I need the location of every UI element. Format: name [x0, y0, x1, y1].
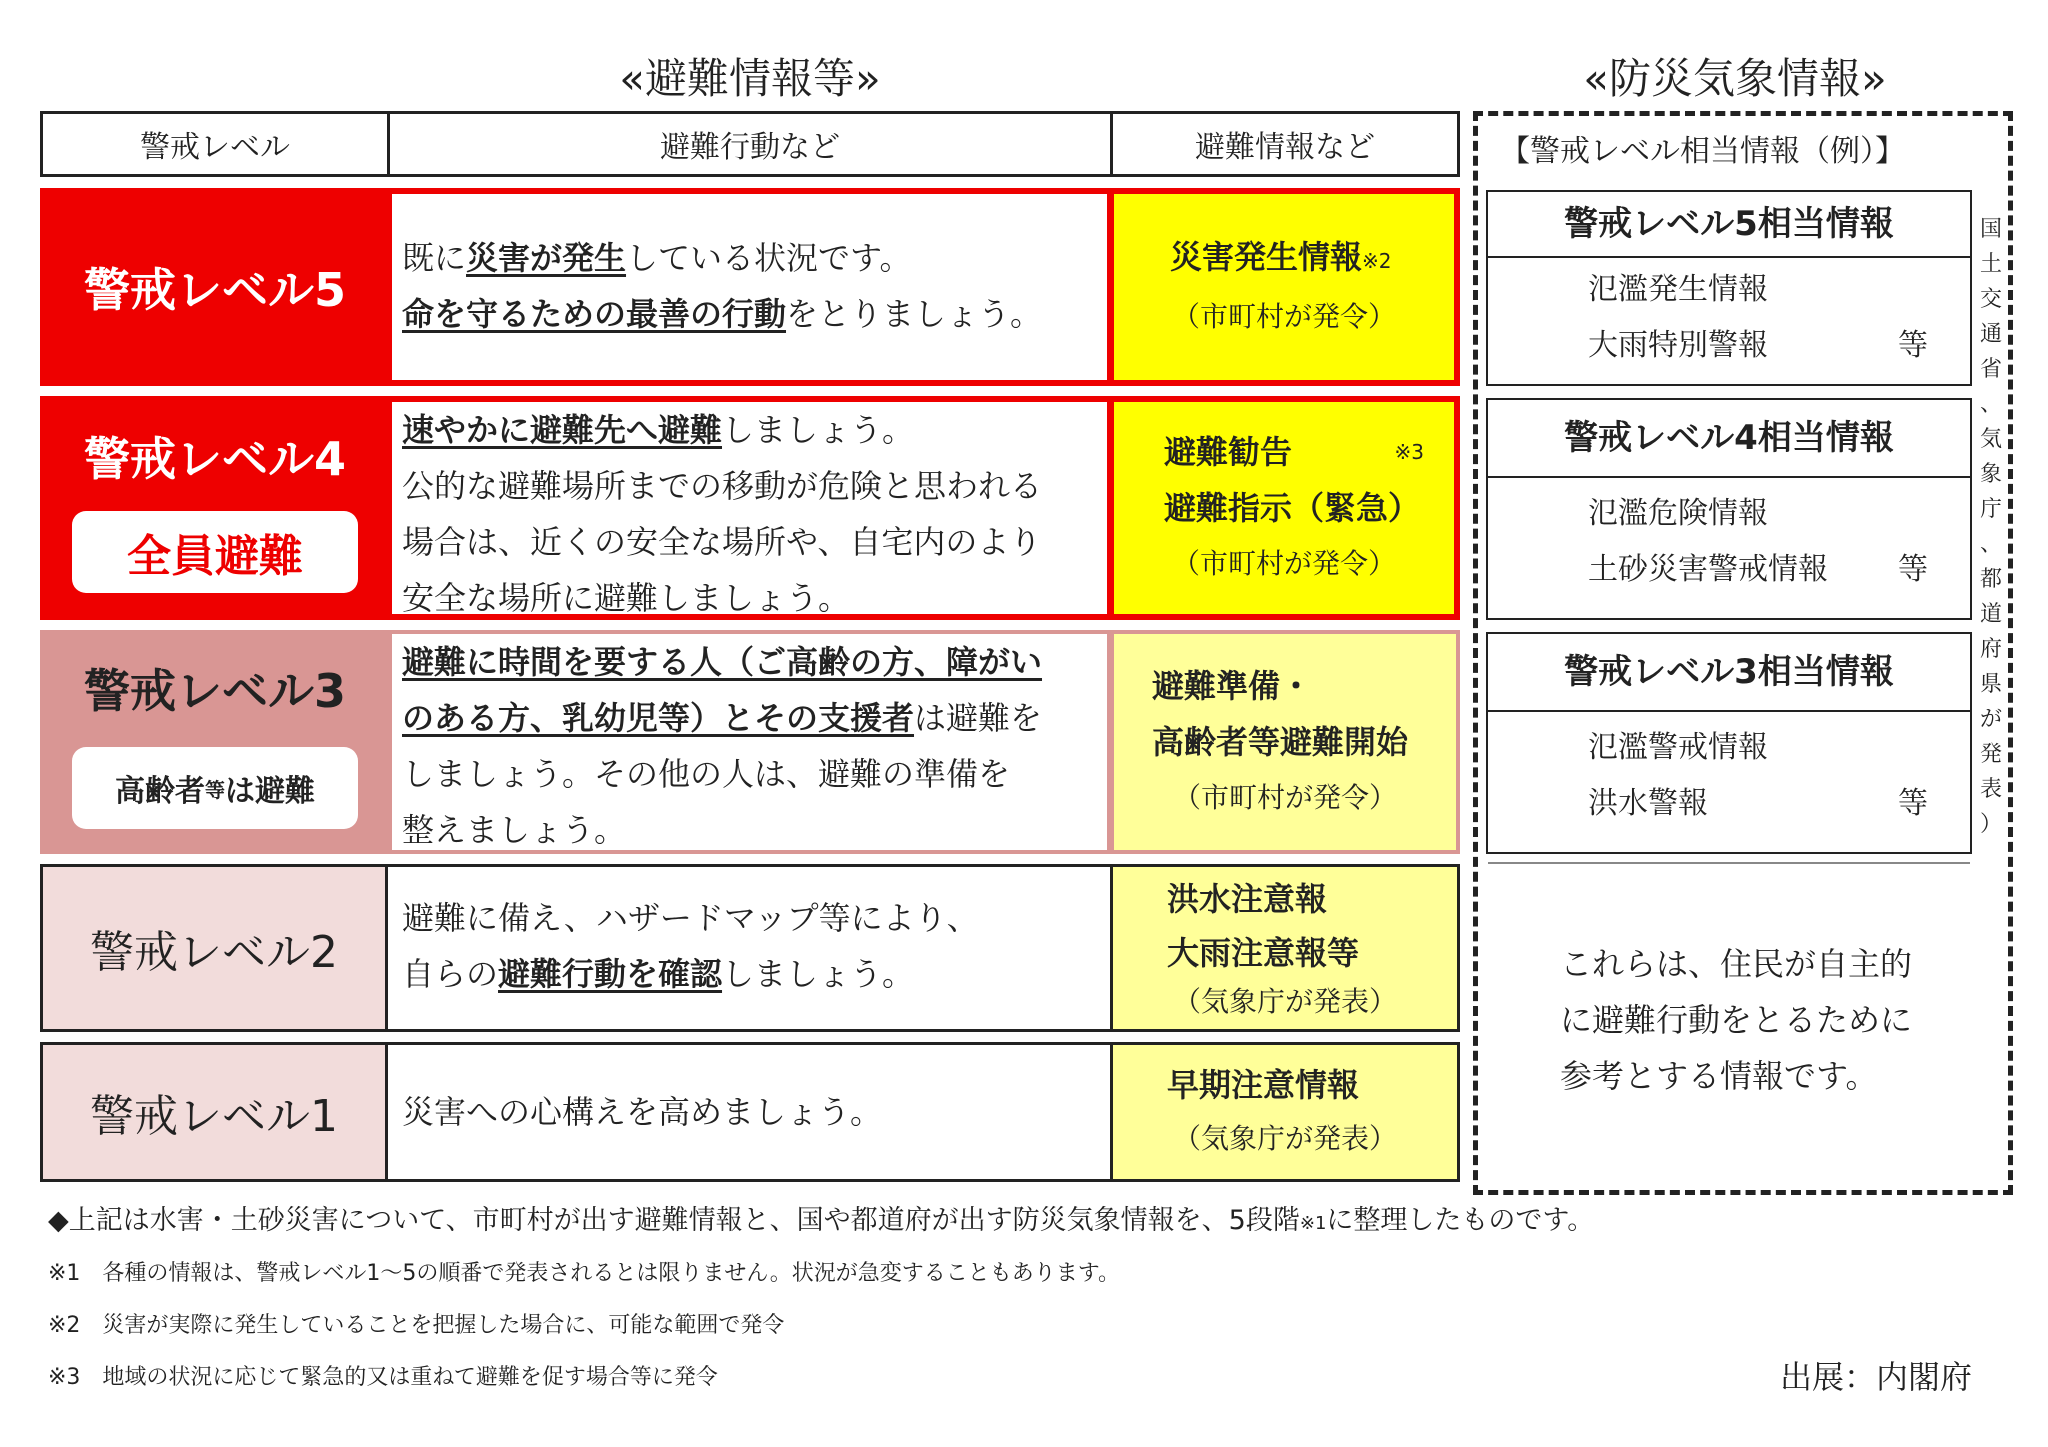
level5-cell [40, 188, 390, 386]
level5-desc-line2: 命を守るための最善の行動をとりましょう。 [402, 295, 1043, 333]
level4-title: 警戒レベル4 [83, 432, 346, 486]
level4-desc-line2: 公的な避難場所までの移動が危険と思われる [402, 467, 1043, 505]
side-note-char: 省 [1979, 357, 2002, 382]
side-note-char: 気 [1979, 427, 2002, 452]
weather-box-level3 [1486, 632, 1972, 854]
level2-cell [43, 867, 388, 1029]
side-note-char: 表 [1979, 777, 2002, 802]
level3-info-name1: 避難準備・ [1152, 667, 1313, 705]
level3-cell [40, 630, 390, 854]
level5-desc-line1: 既に災害が発生している状況です。 [402, 239, 912, 277]
level3-desc-line4: 整えましょう。 [402, 811, 627, 849]
level4-info-issuer: （市町村が発令） [1171, 547, 1396, 580]
level4-badge: 全員避難 [72, 511, 358, 593]
level4-desc-line1: 速やかに避難先へ避難しましょう。 [402, 411, 915, 449]
level3-info [1114, 634, 1456, 850]
side-note-char: 国 [1979, 217, 2002, 242]
weather-box5-title: 警戒レベル5相当情報 [1488, 192, 1970, 258]
weather-panel-header: 【警戒レベル相当情報（例）】 [1500, 134, 1905, 169]
level4-info-name1: 避難勧告 ※3 [1164, 433, 1424, 471]
level2-info-name1: 洪水注意報 [1167, 880, 1328, 918]
level1-desc-line1: 災害への心構えを高めましょう。 [402, 1093, 883, 1131]
side-note-char: 庁 [1979, 497, 2002, 522]
level3-desc-line2: のある方、乳幼児等）とその支援者は避難を [402, 699, 1043, 737]
level1-description [392, 1048, 1107, 1176]
level3-desc-line1: 避難に時間を要する人（ご高齢の方、障がい [402, 643, 1043, 681]
level5-info-issuer: （市町村が発令） [1171, 300, 1396, 333]
weather-reference [1560, 936, 1980, 1104]
left-section-title: «避難情報等» [619, 54, 881, 103]
weather-box4-item1: 氾濫危険情報 [1588, 496, 1768, 531]
weather-box3-title: 警戒レベル3相当情報 [1488, 634, 1970, 712]
right-section-title: «防災気象情報» [1583, 54, 1887, 103]
weather-reference-line3: 参考とする情報です。 [1560, 1057, 1878, 1095]
header-info: 避難情報など [1110, 111, 1460, 177]
side-note-char: ） [1979, 812, 2002, 837]
source-credit: 出展：内閣府 [1780, 1358, 1973, 1396]
weather-reference-line2: に避難行動をとるために [1560, 1001, 1913, 1039]
level1-info-issuer: （気象庁が発表） [1172, 1122, 1397, 1155]
weather-side-note [1976, 212, 2006, 842]
side-note-char: 交 [1979, 287, 2002, 312]
level1-info [1110, 1045, 1457, 1179]
level4-desc-line4: 安全な場所に避難しましょう。 [402, 579, 851, 617]
level4-cell [40, 396, 390, 620]
side-note-char: 発 [1979, 742, 2002, 767]
level2-desc-line1: 避難に備え、ハザードマップ等により、 [402, 899, 979, 937]
level2-title: 警戒レベル2 [90, 927, 338, 978]
side-note-char: 県 [1979, 672, 2002, 697]
weather-box-level5 [1486, 190, 1972, 386]
level3-badge: 高齢者 等 は避難 [72, 747, 358, 829]
level4-info [1114, 402, 1454, 614]
level4-description [392, 402, 1107, 617]
header-action: 避難行動など [387, 111, 1113, 177]
side-note-char: 都 [1979, 567, 2002, 592]
level3-description [392, 634, 1107, 850]
footer-main-note: ◆上記は水害・土砂災害について、市町村が出す避難情報と、国や都道府が出す防災気象情報を、5段階※1に整理したものです。 [48, 1205, 1595, 1236]
side-note-char: 道 [1979, 602, 2002, 627]
side-note-char: 象 [1979, 462, 2002, 487]
level3-info-name2: 高齢者等避難開始 [1152, 723, 1409, 761]
level2-info [1110, 867, 1457, 1029]
level5-info-name: 災害発生情報※2 [1170, 238, 1392, 276]
weather-box-level4 [1486, 398, 1972, 620]
level3-info-issuer: （市町村が発令） [1172, 781, 1397, 814]
level1-info-name: 早期注意情報 [1167, 1066, 1360, 1104]
footnote-3: ※3 地域の状況に応じて緊急的又は重ねて避難を促す場合等に発令 [48, 1365, 718, 1390]
level3-title: 警戒レベル3 [83, 664, 346, 718]
side-note-char: 、 [1979, 532, 2002, 557]
weather-divider [1488, 862, 1970, 864]
level4-desc-line3: 場合は、近くの安全な場所や、自宅内のより [402, 523, 1042, 561]
side-note-char: 通 [1979, 322, 2002, 347]
level4-info-name2: 避難指示（緊急） [1164, 489, 1421, 527]
level5-description [392, 194, 1107, 380]
side-note-char: が [1979, 707, 2002, 732]
footnote-1: ※1 各種の情報は、警戒レベル1～5の順番で発表されるとは限りません。状況が急変することもあります。 [48, 1261, 1120, 1286]
weather-box3-item1: 氾濫警戒情報 [1588, 730, 1768, 765]
level2-info-name2: 大雨注意報等 [1167, 934, 1360, 972]
level1-title: 警戒レベル1 [90, 1091, 338, 1142]
level2-desc-line2: 自らの避難行動を確認しましょう。 [402, 955, 915, 993]
side-note-char: 土 [1979, 252, 2002, 277]
weather-box3-item2: 洪水警報 等 [1588, 786, 1928, 821]
weather-reference-line1: これらは、住民が自主的 [1560, 945, 1913, 983]
weather-box4-item2: 土砂災害警戒情報 等 [1588, 552, 1928, 587]
level2-info-issuer: （気象庁が発表） [1172, 985, 1397, 1018]
side-note-char: 、 [1979, 392, 2002, 417]
header-level: 警戒レベル [40, 111, 390, 177]
level2-description [392, 870, 1107, 1026]
weather-box4-title: 警戒レベル4相当情報 [1488, 400, 1970, 478]
level5-title: 警戒レベル5 [83, 263, 346, 317]
weather-box5-item2: 大雨特別警報 等 [1588, 328, 1928, 363]
weather-box5-item1: 氾濫発生情報 [1588, 272, 1768, 307]
side-note-char: 府 [1979, 637, 2002, 662]
level1-cell [43, 1045, 388, 1179]
level3-desc-line3: しましょう。その他の人は、避難の準備を [402, 755, 1011, 793]
level5-info [1114, 194, 1454, 380]
footnote-2: ※2 災害が実際に発生していることを把握した場合に、可能な範囲で発令 [48, 1313, 785, 1338]
